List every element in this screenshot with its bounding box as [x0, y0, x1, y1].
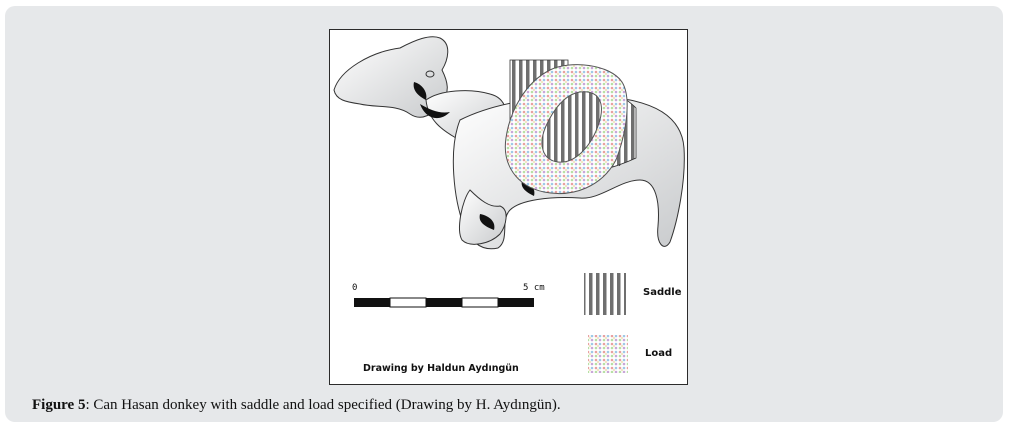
saddle-legend-swatch	[584, 273, 626, 315]
scale-end-label: 5 cm	[523, 283, 545, 293]
figure-panel	[5, 6, 1003, 422]
caption-label: Figure 5	[32, 397, 86, 413]
legend-saddle-label: Saddle	[643, 287, 682, 298]
donkey-drawing	[330, 30, 688, 385]
legend-load-label: Load	[645, 348, 673, 359]
figure-caption	[32, 397, 561, 414]
drawing-credit: Drawing by Haldun Aydıngün	[363, 363, 519, 374]
figure-image	[329, 29, 688, 385]
scale-start-label: 0	[352, 283, 358, 293]
scale-bar	[354, 298, 534, 307]
caption-text: : Can Hasan donkey with saddle and load specified (Drawing by H. Aydıngün).	[85, 397, 561, 413]
load-legend-swatch	[588, 335, 628, 373]
